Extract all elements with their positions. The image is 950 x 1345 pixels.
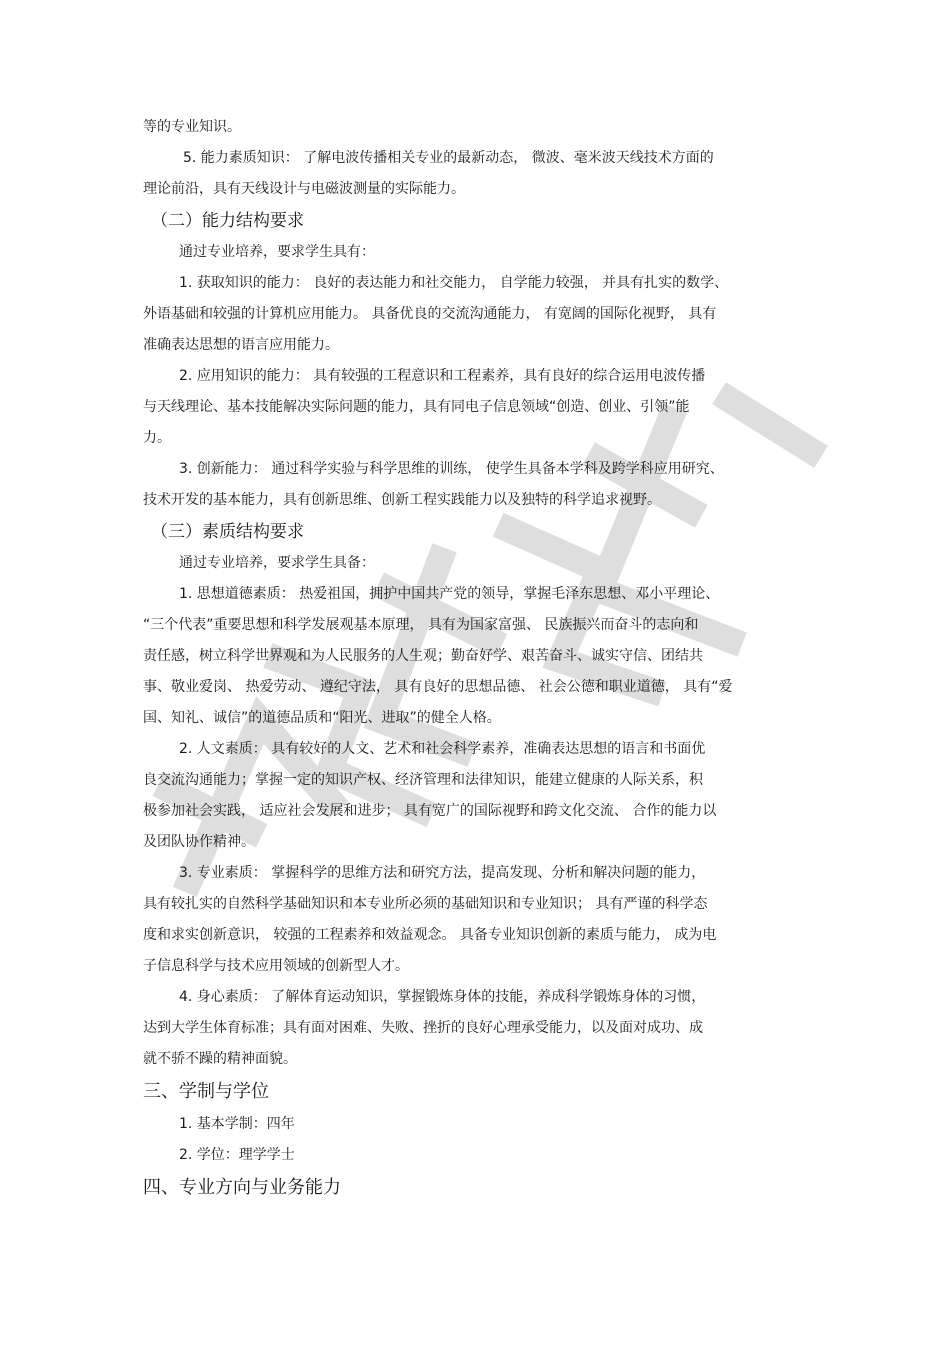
- paragraph-line: 1. 基本学制：四年: [179, 1116, 295, 1132]
- paragraph-line: 责任感，树立科学世界观和为人民服务的人生观；勤奋好学、艰苦奋斗、诚实守信、团结共: [143, 648, 703, 664]
- chapter-heading: 四、专业方向与业务能力: [143, 1177, 341, 1198]
- paragraph-line: 及团队协作精神。: [143, 834, 255, 850]
- paragraph-line: 3. 专业素质： 掌握科学的思维方法和研究方法，提高发现、分析和解决问题的能力，: [179, 865, 706, 881]
- paragraph-line: 良交流沟通能力；掌握一定的知识产权、经济管理和法律知识，能建立健康的人际关系，积: [143, 772, 703, 788]
- paragraph-line: 3. 创新能力： 通过科学实验与科学思维的训练， 使学生具备本学科及跨学科应用研究、: [179, 461, 724, 477]
- section-heading: （三）素质结构要求: [151, 522, 304, 542]
- paragraph-line: “三个代表”重要思想和科学发展观基本原理， 具有为国家富强、 民族振兴而奋斗的志向和: [143, 617, 699, 633]
- paragraph-line: 理论前沿，具有天线设计与电磁波测量的实际能力。: [143, 181, 465, 197]
- paragraph-line: 5. 能力素质知识： 了解电波传播相关专业的最新动态， 微波、毫米波天线技术方面的: [183, 150, 714, 166]
- paragraph-line: 具有较扎实的自然科学基础知识和本专业所必须的基础知识和专业知识； 具有严谨的科学态: [143, 896, 708, 912]
- paragraph-line: 技术开发的基本能力，具有创新思维、创新工程实践能力以及独特的科学追求视野。: [143, 492, 661, 508]
- paragraph-line: 外语基础和较强的计算机应用能力。 具备优良的交流沟通能力， 有宽阔的国际化视野， 具有: [143, 306, 717, 322]
- paragraph-line: 力。: [143, 430, 171, 446]
- chapter-heading: 三、学制与学位: [143, 1081, 269, 1102]
- paragraph-line: 度和求实创新意识， 较强的工程素养和效益观念。 具备专业知识创新的素质与能力， 成为电: [143, 927, 717, 943]
- paragraph-line: 4. 身心素质： 了解体育运动知识，掌握锻炼身体的技能，养成科学锻炼身体的习惯，: [179, 989, 706, 1005]
- text-body: [143, 112, 815, 1205]
- paragraph-line: 1. 思想道德素质： 热爱祖国，拥护中国共产党的领导，掌握毛泽东思想、邓小平理论、: [179, 586, 720, 602]
- paragraph-line: 国、知礼、诚信”的道德品质和“阳光、进取”的健全人格。: [143, 710, 501, 726]
- section-heading: （二）能力结构要求: [151, 211, 304, 231]
- paragraph-line: 通过专业培养，要求学生具有：: [179, 244, 375, 260]
- paragraph-line: 事、敬业爱岗、 热爱劳动、 遵纪守法， 具有良好的思想品德、 社会公德和职业道德， 具有“爱: [143, 679, 733, 695]
- paragraph-line: 通过专业培养，要求学生具备：: [179, 555, 375, 571]
- paragraph-line: 达到大学生体育标准；具有面对困难、失败、挫折的良好心理承受能力，以及面对成功、成: [143, 1020, 703, 1036]
- paragraph-line: 就不骄不躁的精神面貌。: [143, 1051, 297, 1067]
- paragraph-line: 与天线理论、基本技能解决实际问题的能力，具有同电子信息领域“创造、创业、引领”能: [143, 399, 690, 415]
- paragraph-line: 2. 学位：理学学士: [179, 1147, 295, 1163]
- paragraph-line: 准确表达思想的语言应用能力。: [143, 337, 339, 353]
- paragraph-line: 子信息科学与技术应用领域的创新型人才。: [143, 958, 409, 974]
- paragraph-line: 等的专业知识。: [143, 119, 241, 135]
- paragraph-line: 极参加社会实践， 适应社会发展和进步； 具有宽广的国际视野和跨文化交流、 合作的能力以: [143, 803, 717, 819]
- paragraph-line: 2. 应用知识的能力： 具有较强的工程意识和工程素养，具有良好的综合运用电波传播: [179, 368, 706, 384]
- paragraph-line: 1. 获取知识的能力： 良好的表达能力和社交能力， 自学能力较强， 并具有扎实的数学、: [179, 275, 729, 291]
- paragraph-line: 2. 人文素质： 具有较好的人文、艺术和社会科学素养，准确表达思想的语言和书面优: [179, 741, 706, 757]
